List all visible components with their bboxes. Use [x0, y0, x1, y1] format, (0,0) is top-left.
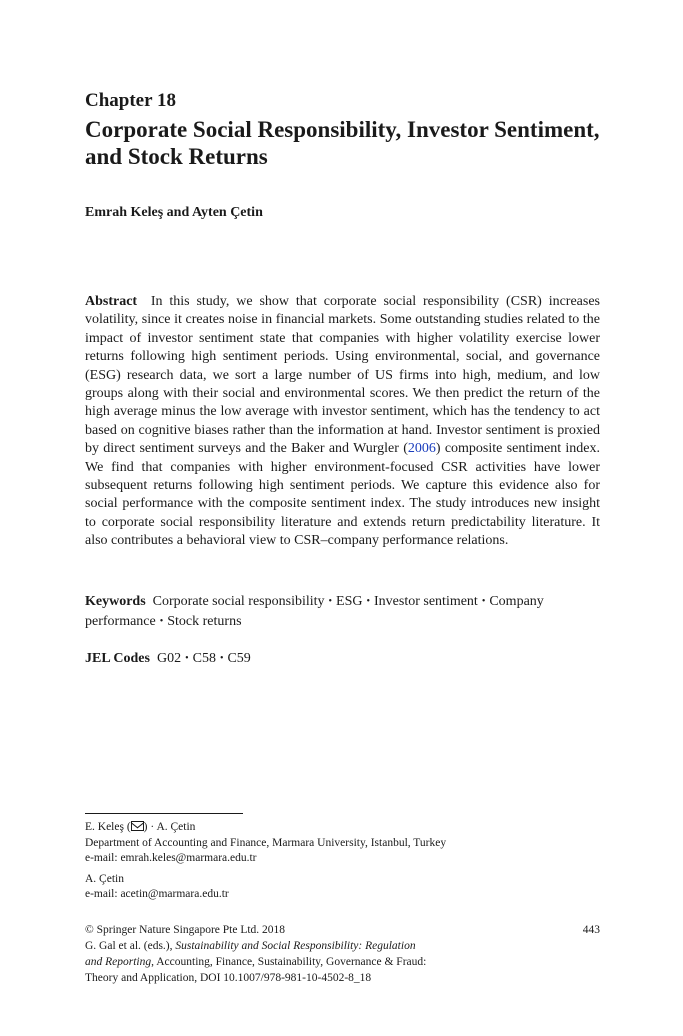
keywords — [85, 592, 600, 632]
abstract-text-part-2: ) composite sentiment index. We find that companies with higher environment-focused CSR activities have lower subsequent returns following high sentiment periods. We capture this evidence also for social performance with the composite sentiment index. The study introduces new insight to corporate social responsibility literature and extends return predictability literature. It also contributes a behavioral view to CSR–company performance relations. — [85, 441, 600, 549]
chapter-title: Corporate Social Responsibility, Investor Sentiment, and Stock Returns — [85, 117, 600, 169]
author-line-end: ) · A. Çetin — [143, 821, 196, 833]
copyright-line: © Springer Nature Singapore Pte Ltd. 2018 — [85, 924, 286, 936]
keyword-item: Stock returns — [167, 614, 242, 629]
abstract-text-part-1: In this study, we show that corporate social responsibility (CSR) increases volatility, since it creates noise in financial markets. Some outstanding studies related to the impact of investor sentiment state that companies with higher volatility exercise lower returns following high sentiment periods. Using environmental, social, and governance (ESG) research data, we sort a large number of US firms into high, medium, and low groups along with their social and environmental scores. We then predict the return of the high average minus the low average with investor sentiment, which has the tendency to act based on cognitive biases rather than the information at hand. Investor sentiment is proxied by direct sentiment surveys and the Baker and Wurgler ( — [85, 294, 601, 457]
bullet-separator: • — [159, 616, 164, 627]
page-number: 443 — [582, 924, 600, 936]
keyword-item: ESG — [336, 594, 363, 609]
author-line — [85, 820, 600, 836]
author-2-name: A. Çetin — [85, 872, 124, 885]
bullet-separator: • — [481, 596, 486, 607]
editors: G. Gal et al. (eds.), — [85, 940, 176, 952]
email-1[interactable]: e-mail: emrah.keles@marmara.edu.tr — [85, 852, 257, 864]
doi-line: Theory and Application, DOI 10.1007/978-981-10-4502-8_18 — [85, 972, 372, 984]
authors: Emrah Keleş and Ayten Çetin — [85, 205, 263, 220]
jel-codes — [85, 649, 251, 669]
bullet-separator: • — [219, 653, 224, 664]
footnote-divider — [85, 813, 243, 814]
affiliation: Department of Accounting and Finance, Marmara University, Istanbul, Turkey — [85, 836, 447, 849]
author-1-block — [85, 820, 600, 867]
author-2-block — [85, 872, 600, 903]
keyword-item: Corporate social responsibility — [152, 594, 325, 609]
jel-code: C58 — [192, 651, 216, 666]
abstract — [85, 293, 600, 551]
jel-label: JEL Codes — [85, 651, 150, 666]
citation-line-2 — [85, 954, 600, 970]
citation-line-1 — [85, 938, 600, 954]
book-title-part-2: and Reporting — [85, 956, 152, 968]
book-title-part-1: Sustainability and Social Responsibility: Regulation — [175, 940, 416, 952]
abstract-label: Abstract — [85, 294, 138, 309]
citation-link[interactable]: 2006 — [407, 441, 436, 457]
email-2[interactable]: e-mail: acetin@marmara.edu.tr — [85, 888, 229, 900]
jel-code: G02 — [156, 651, 182, 666]
chapter-label: Chapter 18 — [85, 90, 176, 111]
jel-code: C59 — [227, 651, 251, 666]
author-line-start: E. Keleş ( — [85, 821, 131, 833]
keyword-item: Investor sentiment — [374, 594, 478, 609]
series-title: , Accounting, Finance, Sustainability, Governance & Fraud: — [151, 956, 427, 968]
copyright-block — [85, 922, 600, 986]
footnotes — [85, 820, 600, 908]
bullet-separator: • — [366, 596, 371, 607]
keywords-label: Keywords — [85, 594, 146, 609]
bullet-separator: • — [185, 653, 189, 664]
keyword-item: Company performance — [85, 594, 544, 629]
bullet-separator: • — [328, 596, 333, 607]
envelope-icon[interactable] — [131, 821, 144, 831]
